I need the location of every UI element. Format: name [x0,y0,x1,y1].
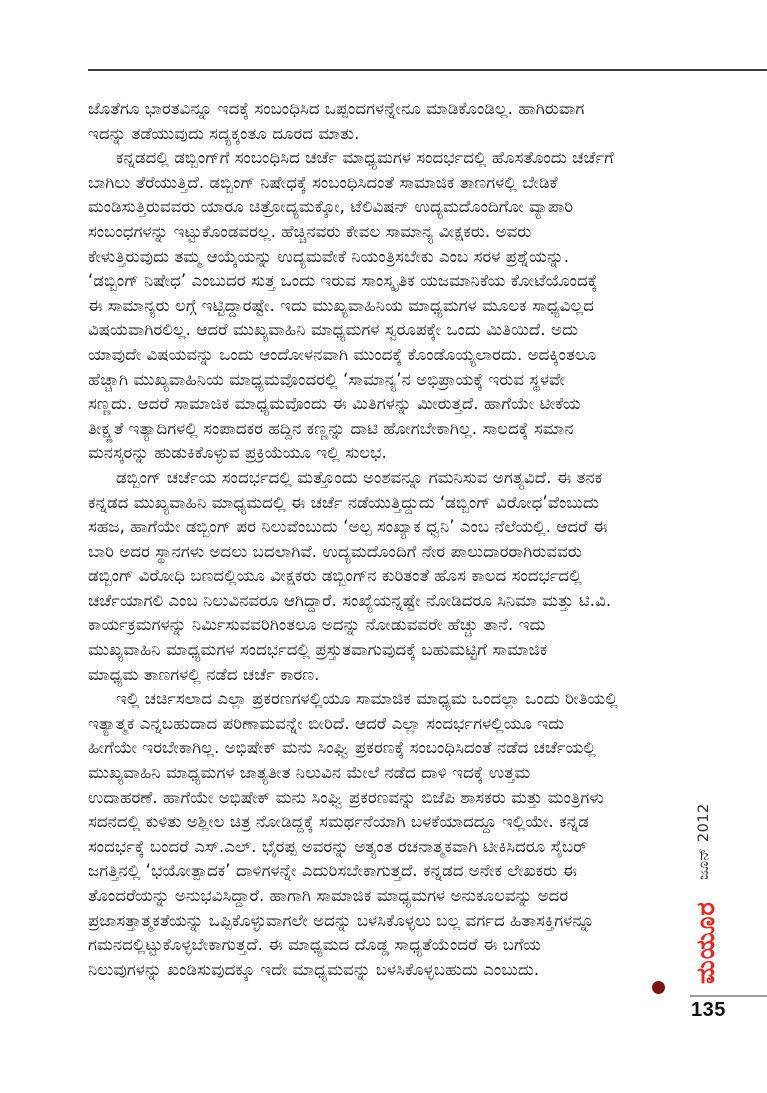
text-line: ಮಂಡಿಸುತ್ತಿರುವವರು ಯಾರೂ ಚಿತ್ರೋದ್ಯಮಕ್ಕೋ, ಟೆಲಿವಿಷನ್ ಉದ್ಯಮದೊಂದಿಗೋ ವ್ಯಾಪಾರಿ [88,197,574,217]
article-end-bullet-icon [652,981,665,994]
text-line: ಹೆಚ್ಚಾಗಿ ಮುಖ್ಯವಾಹಿನಿಯ ಮಾಧ್ಯಮವೊಂದರಲ್ಲಿ ‘ಸಾಮಾನ್ಯ’ನ ಅಭಿಪ್ರಾಯಕ್ಕೆ ಇರುವ ಸ್ಥಳವೇ [88,369,566,389]
text-line: ಕನ್ನಡದ ಮುಖ್ಯವಾಹಿನಿ ಮಾಧ್ಯಮದಲ್ಲಿ ಈ ಚರ್ಚೆ ನಡೆಯುತ್ತಿದ್ದುದು ‘ಡಬ್ಬಿಂಗ್ ವಿರೋಧ’ವೆಂಬುದು [88,492,599,512]
text-line: ತೀಕ್ಷ್ಣತೆ ಇತ್ಯಾದಿಗಳಲ್ಲಿ ಸಂಪಾದಕರ ಹದ್ದಿನ ಕಣ್ಣನ್ನು ದಾಟಿ ಹೋಗಬೇಕಾಗಿಲ್ಲ. ಸಾಲದಕ್ಕೆ ಸಮಾನ [88,418,574,438]
text-line: ಬಾಗಿಲು ತೆರೆಯುತ್ತಿದೆ. ಡಬ್ಬಿಂಗ್ ನಿಷೇಧಕ್ಕೆ ಸಂಬಂಧಿಸಿದಂತೆ ಸಾಮಾಜಿಕ ತಾಣಗಳಲ್ಲಿ ಬೇಡಿಕೆ [88,172,558,192]
text-line: ಡಬ್ಬಿಂಗ್ ವಿರೋಧಿ ಬಣದಲ್ಲಿಯೂ ವೀಕ್ಷಕರು ಡಬ್ಬಿಂಗ್‌ನ ಕುರಿತಂತೆ ಹೊಸ ಕಾಲದ ಸಂದರ್ಭದಲ್ಲಿ [88,566,582,586]
text-line: ಚರ್ಚೆಯಾಗಲಿ ಎಂಬ ನಿಲುವಿನವರೂ ಆಗಿದ್ದಾರೆ. ಸಂಖ್ಯೆಯನ್ನಷ್ಟೇ ನೋಡಿದರೂ ಸಿನಿಮಾ ಮತ್ತು ಟಿ.ವಿ. [88,590,612,610]
paragraph [88,466,688,687]
paragraph [88,146,688,466]
paragraph [88,687,688,982]
text-line: ಸಣ್ಣದು. ಆದರೆ ಸಾಮಾಜಿಕ ಮಾಧ್ಯಮವೊಂದು ಈ ಮಿತಿಗಳನ್ನು ಮೀರುತ್ತದೆ. ಹಾಗೆಯೇ ಟೀಕೆಯ [88,394,581,414]
text-line: ಜೊತೆಗೂ ಭಾರತವಿನ್ನೂ ಇದಕ್ಕೆ ಸಂಬಂಧಿಸಿದ ಒಪ್ಪಂದಗಳನ್ನೇನೂ ಮಾಡಿಕೊಂಡಿಲ್ಲ. ಹಾಗಿರುವಾಗ [88,99,585,118]
text-line: ನಿಲುವುಗಳನ್ನು ಖಂಡಿಸುವುದಕ್ಕೂ ಇದೇ ಮಾಧ್ಯಮವನ್ನು ಬಳಸಿಕೊಳ್ಳಬಹುದು ಎಂಬುದು. [88,959,540,979]
text-line: ಇತ್ಯಾತ್ಮಕ ಎನ್ನಬಹುದಾದ ಪರಿಣಾಮವನ್ನೇ ಬೀರಿದೆ. ಆದರೆ ಎಲ್ಲಾ ಸಂದರ್ಭಗಳಲ್ಲಿಯೂ ಇದು [88,713,565,733]
text-line: ಸಂದರ್ಭಕ್ಕೆ ಬಂದರೆ ಎಸ್.ಎಲ್. ಭೈರಪ್ಪ ಅವರನ್ನು ಅತ್ಯಂತ ರಚನಾತ್ಮಕವಾಗಿ ಟೀಕಿಸಿದರೂ ಸೈಬರ್ [88,836,588,856]
text-line: ತೊಂದರೆಯನ್ನು ಅನುಭವಿಸಿದ್ದಾರೆ. ಹಾಗಾಗಿ ಸಾಮಾಜಿಕ ಮಾಧ್ಯಮಗಳ ಅನುಕೂಲವನ್ನು ಅದರ [88,886,569,905]
text-line: ಗಮನದಲ್ಲಿಟ್ಟುಕೊಳ್ಳಬೇಕಾಗುತ್ತದೆ. ಈ ಮಾಧ್ಯಮದ ದೊಡ್ಡ ಸಾಧ್ಯತೆಯೆಂದರೆ ಈ ಬಗೆಯ [88,935,541,955]
text-line: ಕಾರ್ಯಕ್ರಮಗಳನ್ನು ನಿರ್ಮಿಸುವವರಿಗಿಂತಲೂ ಅದನ್ನು ನೋಡುವವರೇ ಹೆಚ್ಚು ತಾನೆ. ಇದು [88,615,546,635]
text-line: ಕೇಳುತ್ತಿರುವುದು ತಮ್ಮ ಆಯ್ಕೆಯನ್ನು ಉದ್ಯಮವೇಕೆ ನಿಯಂತ್ರಿಸಬೇಕು ಎಂಬ ಸರಳ ಪ್ರಶ್ನೆಯನ್ನು. [88,246,570,266]
text-line: ಸಂಬಂಧಗಳನ್ನು ಇಟ್ಟುಕೊಂಡವರಲ್ಲ. ಹೆಚ್ಚಿನವರು ಕೇವಲ ಸಾಮಾನ್ಯ ವೀಕ್ಷಕರು. ಅವರು [88,221,532,241]
text-line: ಇದನ್ನು ತಡೆಯುವುದು ಸದ್ಯಕ್ಕಂತೂ ದೂರದ ಮಾತು. [88,123,360,143]
text-line: ಸದನದಲ್ಲಿ ಕುಳಿತು ಅಶ್ಲೀಲ ಚಿತ್ರ ನೋಡಿದ್ದಕ್ಕೆ ಸಮರ್ಥನೆಯಾಗಿ ಬಳಕೆಯಾದದ್ದೂ ಇಲ್ಲಿಯೇ. ಕನ್ನಡ [88,812,589,832]
text-line: ಬಾರಿ ಅದರ ಸ್ಥಾನಗಳು ಅದಲು ಬದಲಾಗಿವೆ. ಉದ್ಯಮದೊಂದಿಗೆ ನೇರ ಪಾಲುದಾರರಾಗಿರುವವರು [88,541,582,561]
paragraph [88,97,688,146]
text-line: ಉದಾಹರಣೆ. ಹಾಗೆಯೇ ಅಭಿಷೇಕ್ ಮನು ಸಿಂಘ್ವಿ ಪ್ರಕರಣವನ್ನು ಬಿಜೆಪಿ ಶಾಸಕರು ಮತ್ತು ಮಂತ್ರಿಗಳು [88,787,604,807]
text-line: ಜಗತ್ತಿನಲ್ಲಿ ‘ಭಯೋತ್ಪಾದಕ’ ದಾಳಿಗಳನ್ನೇ ಎದುರಿಸಬೇಕಾಗುತ್ತದೆ. ಕನ್ನಡದ ಅನೇಕ ಲೇಖಕರು ಈ [88,861,578,881]
page-number: 135 [691,999,726,1021]
magazine-name-vertical: ಮಯೂರ [691,901,720,984]
text-line: ಯಾವುದೇ ವಿಷಯವನ್ನು ಒಂದು ಆಂದೋಳನವಾಗಿ ಮುಂದಕ್ಕೆ ಕೊಂಡೊಯ್ಯಲಾರದು. ಅದಕ್ಕಿಂತಲೂ [88,344,597,364]
text-line: ಮಾಧ್ಯಮ ತಾಣಗಳಲ್ಲಿ ನಡೆದ ಚರ್ಚೆ ಕಾರಣ. [88,664,320,684]
text-line: ಮನಸ್ಕರನ್ನು ಹುಡುಕಿಕೊಳ್ಳುವ ಪ್ರಕ್ರಿಯೆಯೂ ಇಲ್ಲಿ ಸುಲಭ. [88,443,387,463]
header-rule [88,69,767,71]
issue-date-vertical: ಜೂನ್ 2012 [696,803,712,880]
text-line: ಮುಖ್ಯವಾಹಿನಿ ಮಾಧ್ಯಮಗಳ ಸಂದರ್ಭದಲ್ಲಿ ಪ್ರಸ್ತುತವಾಗುವುದಕ್ಕೆ ಬಹುಮಟ್ಟಿಗೆ ಸಾಮಾಜಿಕ [88,640,548,660]
text-line: ಹೀಗೆಯೇ ಇರಬೇಕಾಗಿಲ್ಲ. ಅಭಿಷೇಕ್ ಮನು ಸಿಂಘ್ವಿ ಪ್ರಕರಣಕ್ಕೆ ಸಂಬಂಧಿಸಿದಂತೆ ನಡೆದ ಚರ್ಚೆಯಲ್ಲಿ [88,738,596,758]
article-body [88,97,688,982]
text-line: ‘ಡಬ್ಬಿಂಗ್ ನಿಷೇಧ’ ಎಂಬುದರ ಸುತ್ತ ಒಂದು ಇರುವ ಸಾಂಸ್ಕೃತಿಕ ಯಜಮಾನಿಕೆಯ ಕೋಟೆಯೊಂದಕ್ಕೆ [88,271,598,291]
text-line: ಈ ಸಾಮಾನ್ಯರು ಲಗ್ಗೆ ಇಟ್ಟಿದ್ದಾರಷ್ಟೇ. ಇದು ಮುಖ್ಯವಾಹಿನಿಯ ಮಾಧ್ಯಮಗಳ ಮೂಲಕ ಸಾಧ್ಯವಿಲ್ಲದ [88,295,594,315]
text-line: ಮುಖ್ಯವಾಹಿನಿ ಮಾಧ್ಯಮಗಳ ಜಾತ್ಯತೀತ ನಿಲುವಿನ ಮೇಲೆ ನಡೆದ ದಾಳಿ ಇದಕ್ಕೆ ಉತ್ತಮ [88,763,531,783]
footer-rule [690,995,767,997]
text-line: ಪ್ರಜಾಸತ್ತಾತ್ಮಕತೆಯನ್ನು ಒಪ್ಪಿಕೊಳ್ಳುವಾಗಲೇ ಅದನ್ನು ಬಳಸಿಕೊಳ್ಳಲು ಬಲ್ಲ ವರ್ಗದ ಹಿತಾಸಕ್ತಿಗಳನ್ನೂ [88,910,595,930]
text-line: ಇಲ್ಲಿ ಚರ್ಚಿಸಲಾದ ಎಲ್ಲಾ ಪ್ರಕರಣಗಳಲ್ಲಿಯೂ ಸಾಮಾಜಿಕ ಮಾಧ್ಯಮ ಒಂದಲ್ಲಾ ಒಂದು ರೀತಿಯಲ್ಲಿ [116,689,618,709]
text-line: ವಿಷಯವಾಗಿರಲಿಲ್ಲ. ಆದರೆ ಮುಖ್ಯವಾಹಿನಿ ಮಾಧ್ಯಮಗಳ ಸ್ವರೂಪಕ್ಕೇ ಒಂದು ಮಿತಿಯಿದೆ. ಅದು [88,320,578,340]
text-line: ಡಬ್ಬಿಂಗ್ ಚರ್ಚೆಯ ಸಂದರ್ಭದಲ್ಲಿ ಮತ್ತೊಂದು ಅಂಶವನ್ನೂ ಗಮನಿಸುವ ಅಗತ್ಯವಿದೆ. ಈ ತನಕ [116,467,603,487]
text-line: ಸಹಜ, ಹಾಗೆಯೇ ಡಬ್ಬಿಂಗ್ ಪರ ನಿಲುವೆಂಬುದು ‘ಅಲ್ಪ ಸಂಖ್ಯಾಕ ಧ್ವನಿ’ ಎಂಬ ನೆಲೆಯಲ್ಲಿ. ಆದರೆ ಈ [88,517,608,537]
text-line: ಕನ್ನಡದಲ್ಲಿ ಡಬ್ಬಿಂಗ್‌ಗೆ ಸಂಬಂಧಿಸಿದ ಚರ್ಚೆ ಮಾಧ್ಯಮಗಳ ಸಂದರ್ಭದಲ್ಲಿ ಹೊಸತೊಂದು ಚರ್ಚೆಗೆ [116,148,614,168]
